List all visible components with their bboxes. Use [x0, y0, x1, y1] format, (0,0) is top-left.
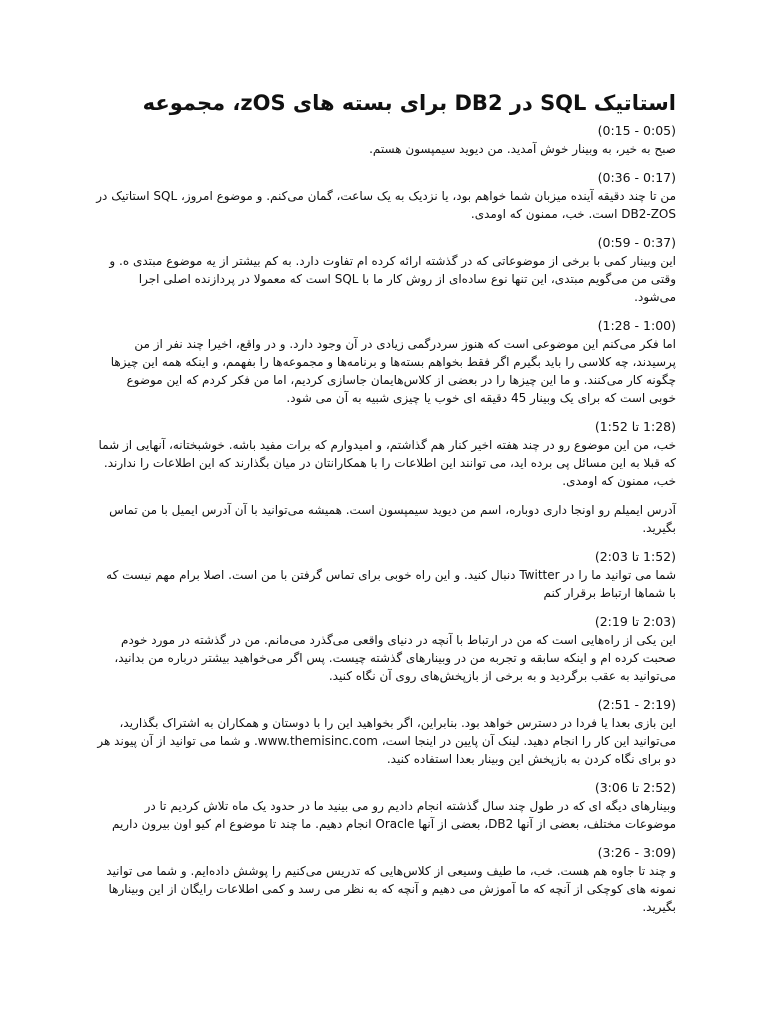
- document-title: استاتیک SQL در DB2 برای بسته های zOS، مجموعه: [142, 91, 676, 115]
- segment-text: شما می توانید ما را در Twitter دنبال کنید. و این راه خوبی برای تماس گرفتن با من است. اصلا برام مهم نیست که با شماها ارتباط برقرار کنم: [106, 568, 676, 600]
- segment-timestamp: (0:15 - 0:05): [597, 123, 676, 138]
- segment-timestamp: (2:03 تا 2:19): [594, 614, 676, 629]
- document-page: [96, 88, 676, 927]
- segment-text: من تا چند دقیقه آینده میزبان شما خواهم بود، یا نزدیک به یک ساعت، گمان می‌کنم. و موضوع امروز، SQL استاتیک در DB2-ZOS است. خب، ممنون که اومدی.: [96, 189, 676, 221]
- transcript-segment-11: [96, 844, 676, 916]
- segment-text: آدرس ایمیلم رو اونجا داری دوباره، اسم من دیوید سیمپسون است. همیشه می‌توانید با آن آدرس ایمیل با من تماس بگیرید.: [109, 503, 676, 535]
- transcript-segment-4: [96, 317, 676, 407]
- transcript-segment-5: [96, 418, 676, 490]
- segment-timestamp: (2:52 تا 3:06): [594, 780, 676, 795]
- segment-timestamp: (0:59 - 0:37): [597, 235, 676, 250]
- segment-text: وبینارهای دیگه ای که در طول چند سال گذشته انجام دادیم رو می بینید ما در حدود یک ماه تلاش کردیم تا در موضوعات مختلف، بعضی از آنها DB2، بعضی از آنها Oracle انجام دهیم. ما چند تا موضوع ام کیو اون بیرون داریم: [111, 799, 676, 831]
- segment-text: اما فکر می‌کنم این موضوعی است که هنوز سردرگمی زیادی در آن وجود دارد. و در واقع، اخیرا چند نفر از من پرسیدند، چه کلاسی را باید بگیرم اگر فقط بخواهم بسته‌ها و برنامه‌ها و مجموعه‌ها را بفهمم، و اینکه همه این چیزها چگونه کار می‌کنند. و ما این چیزها را در بعضی از کلاس‌هایمان جاسازی کردیم، اما من فکر کردم که این موضوع خوبی است که برای یک وبینار 45 دقیقه ای خوب یا چیزی شبیه به آن می شود.: [110, 337, 676, 405]
- transcript-segment-6: [96, 501, 676, 537]
- segment-text: این یکی از راه‌هایی است که من در ارتباط با آنچه در دنیای واقعی می‌گذرد می‌مانم. من در گذشته در مورد خودم صحبت کرده ام و اینکه سابقه و تجربه من در وبینارهای گذشته چیست. پس اگر می‌خواهید بیشتر درباره من بدانید، می‌توانید به عقب برگردید و به برخی از بازپخش‌های روی آن نگاه کنید.: [114, 633, 676, 683]
- segment-timestamp: (3:26 - 3:09): [597, 845, 676, 860]
- transcript-segment-3: [96, 234, 676, 306]
- transcript-segment-1: [96, 122, 676, 158]
- segment-timestamp: (1:28 - 1:00): [597, 318, 676, 333]
- segment-text: این وبینار کمی با برخی از موضوعاتی که در گذشته ارائه کرده ام تفاوت دارد. به کم بیشتر از یه موضوع مبتدی ه. و وقتی من می‌گویم مبتدی، این تنها نوع ساده‌ای از روش کار ما با SQL است که معمولا در پردازنده اصلی اجرا می‌شود.: [109, 254, 676, 304]
- segment-text: این بازی بعدا یا فردا در دسترس خواهد بود. بنابراین، اگر بخواهید این را با دوستان و همکاران به اشتراک بگذارید، می‌توانید این کار را انجام دهید. لینک آن پایین در اینجا است، www.themisinc.com. و شما می توانید از آن پیوند هر دو برای نگاه کردن به بازپخش این وبینار بعدا استفاده کنید.: [97, 716, 676, 766]
- segment-timestamp: (1:52 تا 2:03): [594, 549, 676, 564]
- segment-timestamp: (2:51 - 2:19): [597, 697, 676, 712]
- transcript-segment-2: [96, 169, 676, 223]
- transcript-segment-7: [96, 548, 676, 602]
- segment-text: صبح به خیر، به وبینار خوش آمدید. من دیوید سیمپسون هستم.: [369, 142, 676, 156]
- transcript-segment-10: [96, 779, 676, 833]
- segment-text: و چند تا جاوه هم هست. خب، ما طیف وسیعی از کلاس‌هایی که تدریس می‌کنیم را پوشش داده‌ایم. و شما می توانید نمونه های کوچکی از آنچه که ما آموزش می دهیم و آنچه که به نظر می رسد و کمی اطلاعات رایگان از این وبینارها بگیرید.: [106, 864, 676, 914]
- transcript-segment-8: [96, 613, 676, 685]
- segment-text: خب، من این موضوع رو در چند هفته اخیر کنار هم گذاشتم، و امیدوارم که برات مفید باشه. خوشبختانه، آنهایی از شما که قبلا به این مسائل پی برده اید، می توانند این اطلاعات را با همکارانتان در میان بگذارند که این اطلاعات را ندارند. خب، ممنون که اومدی.: [98, 438, 676, 488]
- segment-timestamp: (1:28 تا 1:52): [594, 419, 676, 434]
- transcript-segment-9: [96, 696, 676, 768]
- segment-timestamp: (0:36 - 0:17): [597, 170, 676, 185]
